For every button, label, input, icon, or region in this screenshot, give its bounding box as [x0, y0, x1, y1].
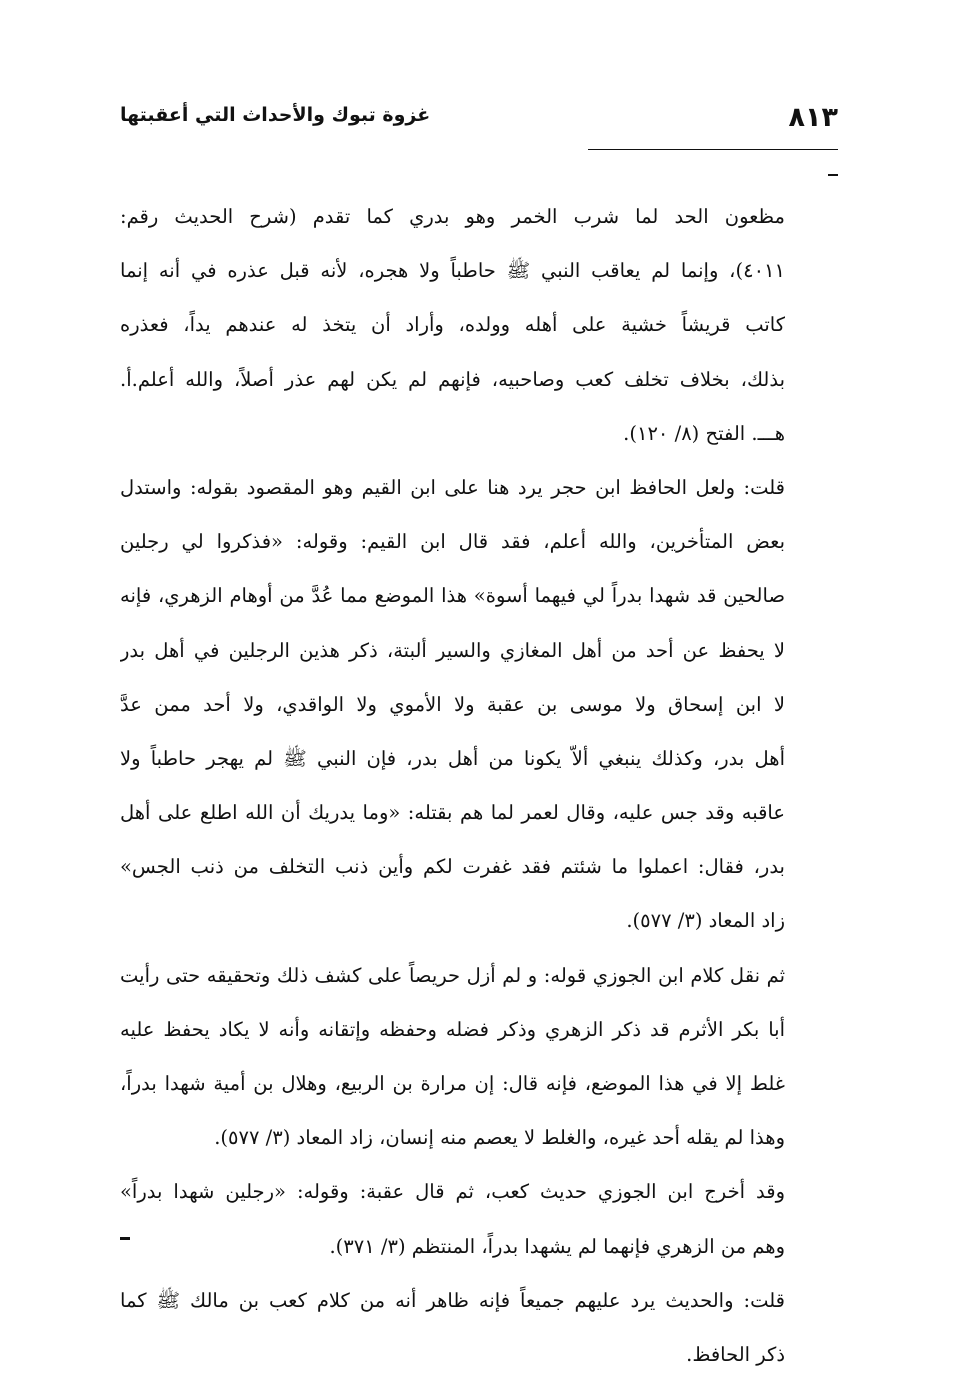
text-line: زاد المعاد (٣/ ٥٧٧).	[626, 909, 785, 933]
text-line: غلط إلا في هذا الموضع، فإنه قال: إن مرارة بن الربيع، وهلال بن أمية شهدا بدراً،	[120, 1072, 785, 1095]
text-line: أهل بدر، وكذلك ينبغي ألاّ يكونا من أهل بدر، فإن النبي ﷺ لم يهجر حاطباً ولا	[120, 746, 785, 770]
paragraph-5	[120, 1274, 785, 1382]
paragraph-1	[120, 190, 785, 461]
text-line: مظعون الحد لما شرب الخمر وهو بدري كما تقدم (شرح الحديث رقم:	[120, 205, 785, 228]
text-line: بذلك، بخلاف تخلف كعب وصاحبيه، فإنهم لم يكن لهم عذر أصلاً، والله أعلم.أ.	[120, 367, 785, 391]
text-line: وقد أخرج ابن الجوزي حديث كعب، ثم قال عقبة: وقوله: «رجلين شهدا بدراً»	[120, 1180, 785, 1204]
paragraph-2	[120, 461, 785, 949]
text-line: بدر، فقال: اعملوا ما شئتم فقد غفرت لكم وأين ذنب التخلف من ذنب الجس»	[120, 855, 785, 879]
text-line: ذكر الحافظ.	[686, 1342, 785, 1366]
text-line: قلت: ولعل الحافظ ابن حجر يرد هنا على ابن القيم وهو المقصود بقوله: واستدل	[120, 475, 785, 499]
text-line: وهذا لم يقله أحد غيره، والغلط لا يعصم منه إنسان، زاد المعاد (٣/ ٥٧٧).	[214, 1126, 785, 1150]
text-line: عاقبه وقد جس عليه، وقال لعمر لما هم بقتله: «وما يدريك أن الله اطلع على أهل	[120, 801, 785, 825]
page-number: ٨١٣	[788, 102, 838, 133]
text-line: وهم من الزهري فإنهما لم يشهدا بدراً، المنتظم (٣/ ٣٧١).	[329, 1234, 785, 1258]
text-line: ثم نقل كلام ابن الجوزي قوله: و لم أزل حريصاً على كشف ذلك وتحقيقه حتى رأيت	[120, 963, 785, 987]
running-title: غزوة تبوك والأحداث التي أعقبتها	[120, 104, 431, 126]
page-header	[120, 98, 838, 142]
text-line: هـــ. الفتح (٨/ ١٢٠).	[623, 421, 785, 445]
paragraph-4	[120, 1165, 785, 1273]
body-text	[120, 190, 785, 1382]
text-line: قلت: والحديث يرد عليهم جميعاً فإنه ظاهر أنه من كلام كعب بن مالك ﷺ كما	[120, 1288, 785, 1312]
text-line: أبا بكر الأثرم قد ذكر الزهري وذكر فضله وحفظه وإتقانه وأنه لا يكاد يحفظ عليه	[120, 1017, 785, 1041]
paragraph-3	[120, 949, 785, 1166]
text-line: ٤٠١١)، وإنما لم يعاقب النبي ﷺ حاطباً ولا هجره، لأنه قبل عذره في أنه إنما	[120, 259, 785, 283]
text-line: بعض المتأخرين، والله أعلم، فقد قال ابن القيم: وقوله: «فذكروا لي رجلين	[120, 530, 785, 554]
footnote-separator-mark	[828, 174, 838, 176]
text-line: لا يحفظ عن أحد من أهل المغازي والسير ألبتة، ذكر هذين الرجلين في أهل بدر	[120, 638, 785, 662]
text-line: كاتب قريشاً خشية على أهله وولده، وأراد أن يتخذ له عندهم يداً، فعذره	[120, 313, 785, 337]
text-line: لا ابن إسحاق ولا موسى بن عقبة ولا الأموي ولا الواقدي، ولا أحد ممن عدَّ	[120, 692, 785, 716]
text-line: صالحين قد شهدا بدراً لي فيهما أسوة» هذا الموضع مما عُدَّ من أوهام الزهري، فإنه	[120, 584, 785, 608]
footnote-end-mark	[120, 1237, 130, 1240]
header-rule	[588, 149, 838, 150]
